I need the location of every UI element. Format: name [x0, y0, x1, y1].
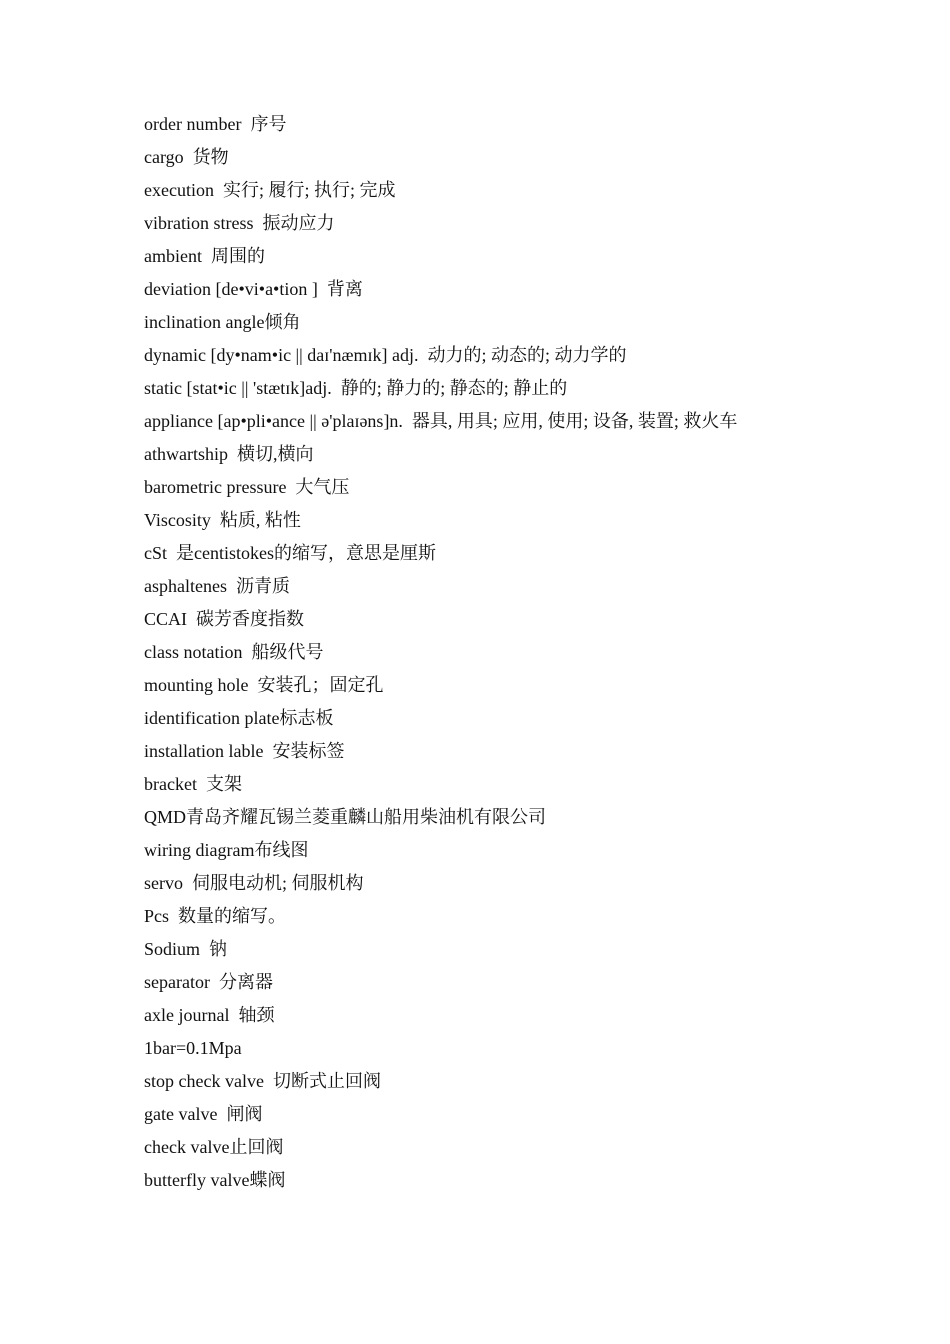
entry-mounting-hole: mounting hole 安装孔；固定孔	[144, 675, 384, 695]
entry-cargo: cargo 货物	[144, 147, 229, 167]
document-page	[144, 112, 804, 1201]
entry-viscosity: Viscosity 粘质, 粘性	[144, 510, 301, 530]
entry-pcs: Pcs 数量的缩写。	[144, 906, 287, 926]
entry-static: static [stat•ic || 'stætɪk]adj. 静的; 静力的; 静态的; 静止的	[144, 378, 568, 398]
entry-bracket: bracket 支架	[144, 774, 242, 794]
entry-gate-valve: gate valve 闸阀	[144, 1104, 263, 1124]
entry-appliance: appliance [ap•pli•ance || ə'plaɪəns]n. 器具, 用具; 应用, 使用; 设备, 装置; 救火车	[144, 411, 738, 431]
entry-order-number: order number 序号	[144, 114, 287, 134]
entry-ccai: CCAI 碳芳香度指数	[144, 609, 305, 629]
entry-bar-conversion: 1bar=0.1Mpa	[144, 1038, 242, 1058]
entry-stop-check-valve: stop check valve 切断式止回阀	[144, 1071, 381, 1091]
entry-identification-plate: identification plate标志板	[144, 708, 334, 728]
entry-vibration-stress: vibration stress 振动应力	[144, 213, 335, 233]
entry-separator: separator 分离器	[144, 972, 273, 992]
entry-ambient: ambient 周围的	[144, 246, 265, 266]
entry-cst: cSt 是centistokes的缩写，意思是厘斯	[144, 543, 436, 563]
entry-deviation: deviation [de•vi•a•tion ] 背离	[144, 279, 363, 299]
entry-execution: execution 实行; 履行; 执行; 完成	[144, 180, 396, 200]
entry-installation-lable: installation lable 安装标签	[144, 741, 345, 761]
entry-sodium: Sodium 钠	[144, 939, 228, 959]
entry-barometric-pressure: barometric pressure 大气压	[144, 477, 350, 497]
entry-check-valve: check valve止回阀	[144, 1137, 284, 1157]
entry-class-notation: class notation 船级代号	[144, 642, 324, 662]
entry-dynamic: dynamic [dy•nam•ic || daɪ'næmɪk] adj. 动力的; 动态的; 动力学的	[144, 345, 627, 365]
entry-servo: servo 伺服电动机; 伺服机构	[144, 873, 364, 893]
entry-qmd: QMD青岛齐耀瓦锡兰菱重麟山船用柴油机有限公司	[144, 807, 547, 827]
entry-inclination-angle: inclination angle倾角	[144, 312, 301, 332]
entry-athwartship: athwartship 横切,横向	[144, 444, 314, 464]
entry-axle-journal: axle journal 轴颈	[144, 1005, 275, 1025]
entry-asphaltenes: asphaltenes 沥青质	[144, 576, 290, 596]
entry-butterfly-valve: butterfly valve蝶阀	[144, 1170, 286, 1190]
entry-wiring-diagram: wiring diagram布线图	[144, 840, 309, 860]
